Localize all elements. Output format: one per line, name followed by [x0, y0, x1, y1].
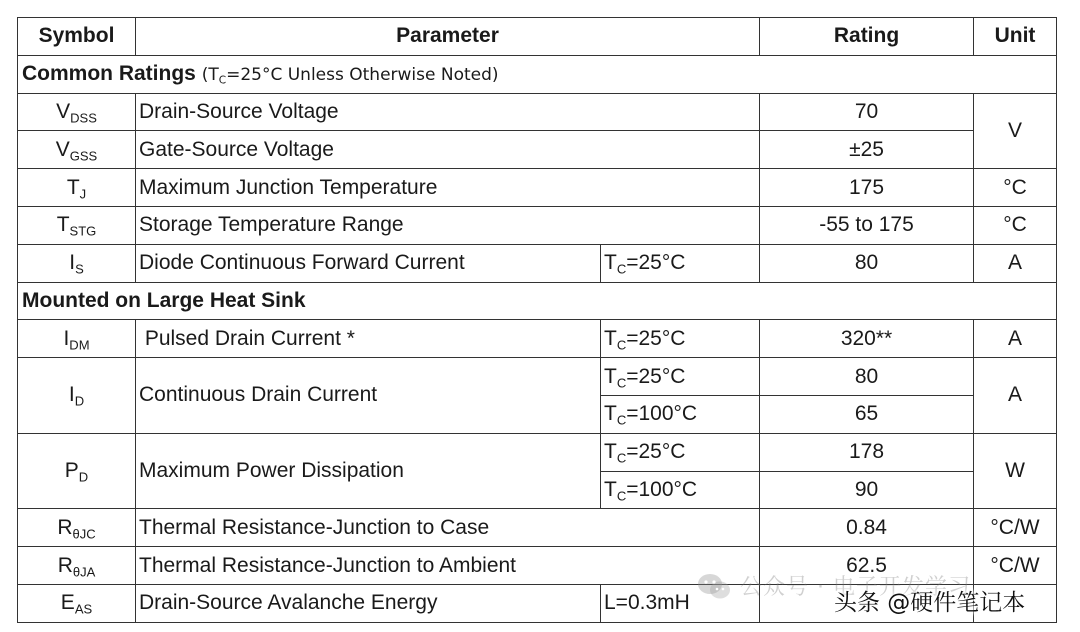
section-row-common	[18, 55, 1057, 93]
rating-tj: 175	[760, 169, 974, 207]
symbol-vdss: $V_{DSS}$	[18, 93, 136, 131]
param-tj: Maximum Junction Temperature	[136, 169, 760, 207]
symbol-rja: $R_{\theta JA}$	[18, 547, 136, 585]
param-eas: Drain-Source Avalanche Energy	[136, 584, 601, 622]
rating-vdss: 70	[760, 93, 974, 131]
condition-eas: L=0.3mH	[601, 584, 760, 622]
condition-is: $T_C=25^\circ C$	[601, 244, 760, 282]
param-rja: Thermal Resistance-Junction to Ambient	[136, 547, 760, 585]
table-row	[18, 358, 1057, 396]
section-mounted: Mounted on Large Heat Sink	[18, 282, 1057, 320]
unit-tstg: °C	[974, 206, 1057, 244]
symbol-eas: $E_{AS}$	[18, 584, 136, 622]
symbol-tstg: $T_{STG}$	[18, 206, 136, 244]
param-pd: Maximum Power Dissipation	[136, 433, 601, 509]
condition-id-25: $T_C=25^\circ C$	[601, 358, 760, 396]
watermark-author-text: 头条 @硬件笔记本	[834, 590, 1026, 616]
header-symbol: Symbol	[18, 18, 136, 56]
rating-tstg: -55 to 175	[760, 206, 974, 244]
param-vdss: Drain-Source Voltage	[136, 93, 760, 131]
symbol-vgss: $V_{GSS}$	[18, 131, 136, 169]
param-idm: Pulsed Drain Current *	[136, 320, 601, 358]
symbol-tj: $T_J$	[18, 169, 136, 207]
unit-is: A	[974, 244, 1057, 282]
watermark-faint-text: 公众号 · 电子开发学习	[740, 575, 971, 600]
table-row	[18, 169, 1057, 207]
table-row	[18, 320, 1057, 358]
rating-pd-25: 178	[760, 433, 974, 471]
condition-id-100: $T_C=100^\circ C$	[601, 395, 760, 433]
condition-idm: $T_C=25^\circ C$	[601, 320, 760, 358]
header-unit: Unit	[974, 18, 1057, 56]
absolute-ratings-table	[17, 17, 1057, 623]
unit-tj: °C	[974, 169, 1057, 207]
section-common-note: ($T_C=25^\circ C$ Unless Otherwise Noted)	[201, 65, 499, 87]
rating-rja: 62.5	[760, 547, 974, 585]
rating-pd-100: 90	[760, 471, 974, 509]
unit-eas	[974, 584, 1057, 622]
table-header-row	[18, 18, 1057, 56]
condition-pd-25: $T_C=25^\circ C$	[601, 433, 760, 471]
param-rjc: Thermal Resistance-Junction to Case	[136, 509, 760, 547]
symbol-id: $I_D$	[18, 358, 136, 434]
rating-vgss: ±25	[760, 131, 974, 169]
condition-pd-100: $T_C=100^\circ C$	[601, 471, 760, 509]
unit-rja: °C/W	[974, 547, 1057, 585]
param-vgss: Gate-Source Voltage	[136, 131, 760, 169]
header-rating: Rating	[760, 18, 974, 56]
table-row	[18, 584, 1057, 622]
rating-eas	[760, 584, 974, 622]
rating-is: 80	[760, 244, 974, 282]
symbol-pd: $P_D$	[18, 433, 136, 509]
symbol-is: $I_S$	[18, 244, 136, 282]
unit-pd: W	[974, 433, 1057, 509]
symbol-rjc: $R_{\theta JC}$	[18, 509, 136, 547]
rating-id-100: 65	[760, 395, 974, 433]
header-parameter: Parameter	[136, 18, 760, 56]
param-tstg: Storage Temperature Range	[136, 206, 760, 244]
unit-id: A	[974, 358, 1057, 434]
rating-id-25: 80	[760, 358, 974, 396]
param-is: Diode Continuous Forward Current	[136, 244, 601, 282]
section-common	[18, 55, 1057, 93]
table-row	[18, 206, 1057, 244]
table-row	[18, 244, 1057, 282]
table-row	[18, 433, 1057, 471]
table-row	[18, 547, 1057, 585]
section-row-mounted	[18, 282, 1057, 320]
rating-rjc: 0.84	[760, 509, 974, 547]
table-row	[18, 131, 1057, 169]
unit-rjc: °C/W	[974, 509, 1057, 547]
table-row	[18, 93, 1057, 131]
param-id: Continuous Drain Current	[136, 358, 601, 434]
unit-idm: A	[974, 320, 1057, 358]
rating-idm: 320**	[760, 320, 974, 358]
table-row	[18, 509, 1057, 547]
symbol-idm: $I_{DM}$	[18, 320, 136, 358]
section-common-title: Common Ratings	[22, 62, 196, 86]
unit-voltage: V	[974, 93, 1057, 169]
